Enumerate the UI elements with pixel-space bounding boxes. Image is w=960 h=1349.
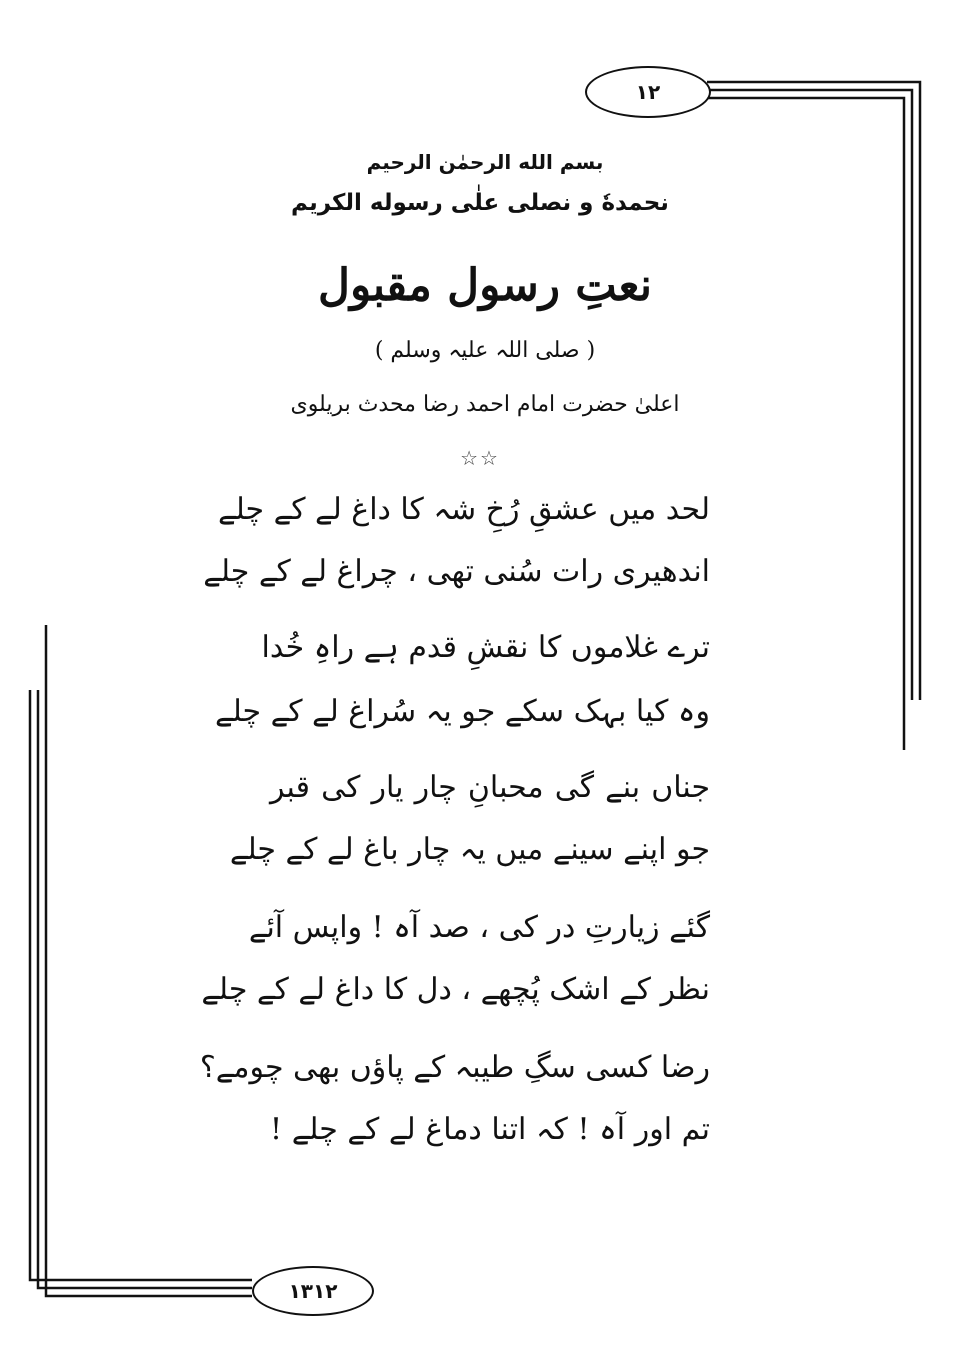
verse-1-line-2: اندھیری رات سُنی تھی ، چراغ لے کے چلے [203,554,710,589]
page-title: نعتِ رسول مقبول [318,260,652,311]
verse-1-line-1: لحد میں عشقِ رُخِ شہ کا داغ لے کے چلے [218,492,710,527]
star-divider: ☆☆ [460,446,500,470]
verse-2-line-1: ترے غلاموں کا نقشِ قدم ہے راہِ خُدا [261,630,710,665]
salutation-line: ( صلی اللہ علیہ وسلم ) [374,338,596,363]
page-number-bottom: ۱۳۱۲ [252,1266,374,1316]
bismillah-line: بسم الله الرحمٰن الرحيم [366,150,604,174]
verse-5-line-2: تم اور آہ ! کہ اتنا دماغ لے کے چلے ! [270,1112,710,1147]
hamd-line: نحمدهٗ و نصلی علٰی رسوله الكريم [291,190,669,216]
verse-4-line-1: گئے زیارتِ در کی ، صد آہ ! واپس آئے [248,910,710,945]
author-line: اعلیٰ حضرت امام احمد رضا محدث بریلوی [290,392,680,417]
verse-2-line-2: وہ کیا بہک سکے جو یہ سُراغ لے کے چلے [215,694,710,729]
verse-3-line-2: جو اپنے سینے میں یہ چار باغ لے کے چلے [229,832,710,867]
verse-3-line-1: جناں بنے گی محبانِ چار یار کی قبر [270,770,710,805]
verse-5-line-1: رضا کسی سگِ طیبہ کے پاؤں بھی چومے؟ [199,1050,710,1085]
page-number-top: ۱۲ [585,66,711,118]
verse-4-line-2: نظر کے اشک پُچھے ، دل کا داغ لے کے چلے [201,972,710,1007]
